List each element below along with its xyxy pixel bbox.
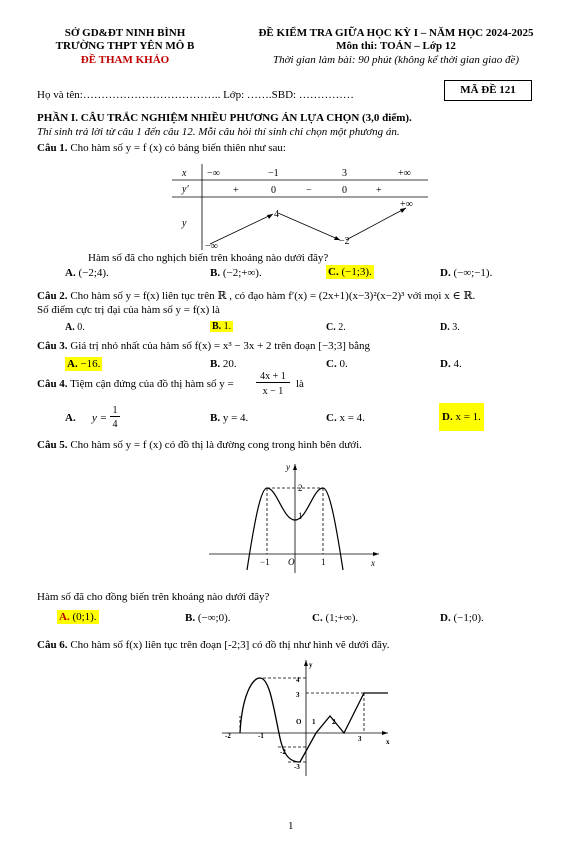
q6-tick-x2: 2: [332, 718, 336, 726]
student-info-line: Họ và tên:……………………………….. Lớp: …….SBD: ……………: [37, 89, 354, 101]
q2-stem-text: Cho hàm số y = f(x) liên tục trên ℝ , có đạo hàm f′(x) = (2x+1)(x−3)²(x−2)³ với mọi x ∈ ℝ.: [70, 290, 476, 302]
q6-stem-text: Cho hàm số f(x) liên tục trên đoạn [-2;3] có đồ thị như hình vẽ dưới đây.: [70, 639, 390, 651]
q5-question: Hàm số đã cho đồng biến trên khoảng nào dưới đây?: [37, 591, 270, 603]
q4-stem-end: là: [296, 378, 304, 390]
page-number: 1: [288, 820, 294, 832]
q1-table-x-4: +∞: [398, 168, 411, 179]
q1-table-sign-3: −: [306, 185, 312, 196]
q1-option-d[interactable]: D. (−∞;−1).: [440, 267, 493, 279]
q1-table-x-label: x: [182, 168, 187, 179]
q2-option-b[interactable]: B. 1.: [212, 321, 232, 332]
q4-option-d[interactable]: D. x = 1.: [439, 403, 484, 431]
q4-option-c[interactable]: C. x = 4.: [326, 412, 365, 424]
q4-frac-numerator: 4x + 1: [256, 371, 290, 383]
q6-tick-ym3: -3: [294, 763, 300, 771]
q6-tick-x3: 3: [358, 735, 362, 743]
part1-instructions: Thí sinh trả lời từ câu 1 đến câu 12. Mỗi câu hỏi thí sinh chỉ chọn một phương án.: [37, 126, 400, 138]
q5-y-label: y: [286, 462, 290, 472]
q6-tick-y3: 3: [296, 691, 300, 699]
q5-option-c[interactable]: C. (1;+∞).: [312, 612, 359, 624]
q6-tick-xm1: -1: [258, 732, 264, 740]
q1-table-y-label: y: [182, 218, 187, 229]
q3-stem: [37, 340, 370, 352]
q1-table-sign-5: +: [376, 185, 382, 196]
q4-option-a-den: 4: [112, 419, 118, 430]
time-allowed: Thời gian làm bài: 90 phút (không kể thời gian giao đề): [272, 54, 520, 66]
q6-tick-ym2: -2: [280, 748, 286, 756]
q5-tick-y2: 2: [298, 483, 303, 493]
q1-stem-text: Cho hàm số y = f (x) có bảng biến thiên như sau:: [70, 142, 286, 154]
q4-frac-denominator: x − 1: [262, 386, 284, 397]
exam-code: MÃ ĐỀ 121: [444, 80, 532, 101]
subject: Môn thi: TOÁN – Lớp 12: [336, 40, 456, 52]
school-name: TRƯỜNG THPT YÊN MÔ B: [55, 40, 195, 52]
q4-stem-text: Tiệm cận đứng của đồ thị hàm số y =: [70, 378, 234, 390]
q5-graph: [205, 458, 385, 578]
q5-x-label: x: [371, 558, 375, 568]
reference-label: ĐỀ THAM KHẢO: [80, 54, 170, 66]
q1-table-y-min: −2: [339, 236, 350, 247]
q5-option-a[interactable]: A. (0;1).: [59, 611, 97, 623]
q4-option-a-lhs: y =: [92, 412, 108, 424]
q6-y-label: y: [309, 661, 313, 669]
q1-table-sign-1: +: [233, 185, 239, 196]
q4-option-a-num: 1: [110, 405, 120, 417]
q5-stem: [37, 439, 362, 451]
q1-table-sign-4: 0: [342, 185, 347, 196]
q5-label: Câu 5.: [37, 439, 68, 451]
q1-option-b[interactable]: B. (−2;+∞).: [210, 267, 262, 279]
q2-option-d[interactable]: D. 3.: [440, 322, 460, 333]
q6-origin: O: [296, 718, 302, 726]
q1-question: Hàm số đã cho nghịch biến trên khoảng nào dưới đây?: [88, 252, 329, 264]
q5-tick-y1: 1: [298, 511, 303, 521]
dept-name: SỞ GD&ĐT NINH BÌNH: [64, 27, 186, 39]
q1-table-x-1: −∞: [207, 168, 220, 179]
q1-table-y-minusinf: −∞: [205, 241, 218, 252]
q1-label: Câu 1.: [37, 142, 68, 154]
q3-option-d[interactable]: D. 4.: [440, 358, 462, 370]
q5-origin: O: [288, 557, 295, 567]
q2-stem2: Số điểm cực trị đại của hàm số y = f(x) là: [37, 304, 220, 316]
q2-option-c[interactable]: C. 2.: [326, 322, 346, 333]
q5-option-d[interactable]: D. (−1;0).: [440, 612, 484, 624]
q3-stem-text: Giá trị nhỏ nhất của hàm số f(x) = x³ − 3x + 2 trên đoạn [−3;3] bằng: [70, 340, 370, 352]
q1-table-y-max: 4: [274, 209, 279, 220]
q4-stem: [37, 378, 234, 390]
q6-x-label: x: [386, 738, 390, 746]
q5-option-b[interactable]: B. (−∞;0).: [185, 612, 231, 624]
q3-option-b[interactable]: B. 20.: [210, 358, 237, 370]
q6-stem: [37, 639, 389, 651]
exam-title: ĐỀ KIỂM TRA GIỮA HỌC KỲ I – NĂM HỌC 2024-2025: [258, 27, 534, 39]
q1-variation-table: [170, 162, 430, 252]
q6-label: Câu 6.: [37, 639, 68, 651]
q4-option-b[interactable]: B. y = 4.: [210, 412, 249, 424]
q6-tick-xm2: -2: [225, 732, 231, 740]
q2-label: Câu 2.: [37, 290, 68, 302]
q1-table-yp-label: y′: [182, 184, 189, 195]
q1-stem: [37, 142, 286, 154]
q1-table-sign-2: 0: [271, 185, 276, 196]
q2-stem: [37, 289, 475, 302]
q4-option-a[interactable]: A.: [65, 412, 76, 424]
part1-title: PHẦN I. CÂU TRẮC NGHIỆM NHIỀU PHƯƠNG ÁN LỰA CHỌN (3,0 điểm).: [37, 112, 412, 124]
q1-table-x-2: −1: [268, 168, 279, 179]
q1-option-a[interactable]: A. (−2;4).: [65, 267, 109, 279]
q3-option-a[interactable]: A. −16.: [67, 358, 101, 370]
q4-label: Câu 4.: [37, 378, 68, 390]
q5-tick-x1: 1: [321, 557, 326, 567]
q5-stem-text: Cho hàm số y = f (x) có đồ thị là đường cong trong hình bên dưới.: [70, 439, 362, 451]
q5-tick-xm1: −1: [260, 557, 270, 567]
q1-table-x-3: 3: [342, 168, 347, 179]
q6-graph: [218, 656, 398, 778]
q2-option-a[interactable]: A. 0.: [65, 322, 85, 333]
q3-option-c[interactable]: C. 0.: [326, 358, 348, 370]
q1-option-c[interactable]: C. (−1;3).: [328, 266, 372, 278]
q6-tick-y4: 4: [296, 676, 300, 684]
q6-tick-x1: 1: [312, 718, 316, 726]
q3-label: Câu 3.: [37, 340, 68, 352]
q1-table-y-plusinf: +∞: [400, 199, 413, 210]
